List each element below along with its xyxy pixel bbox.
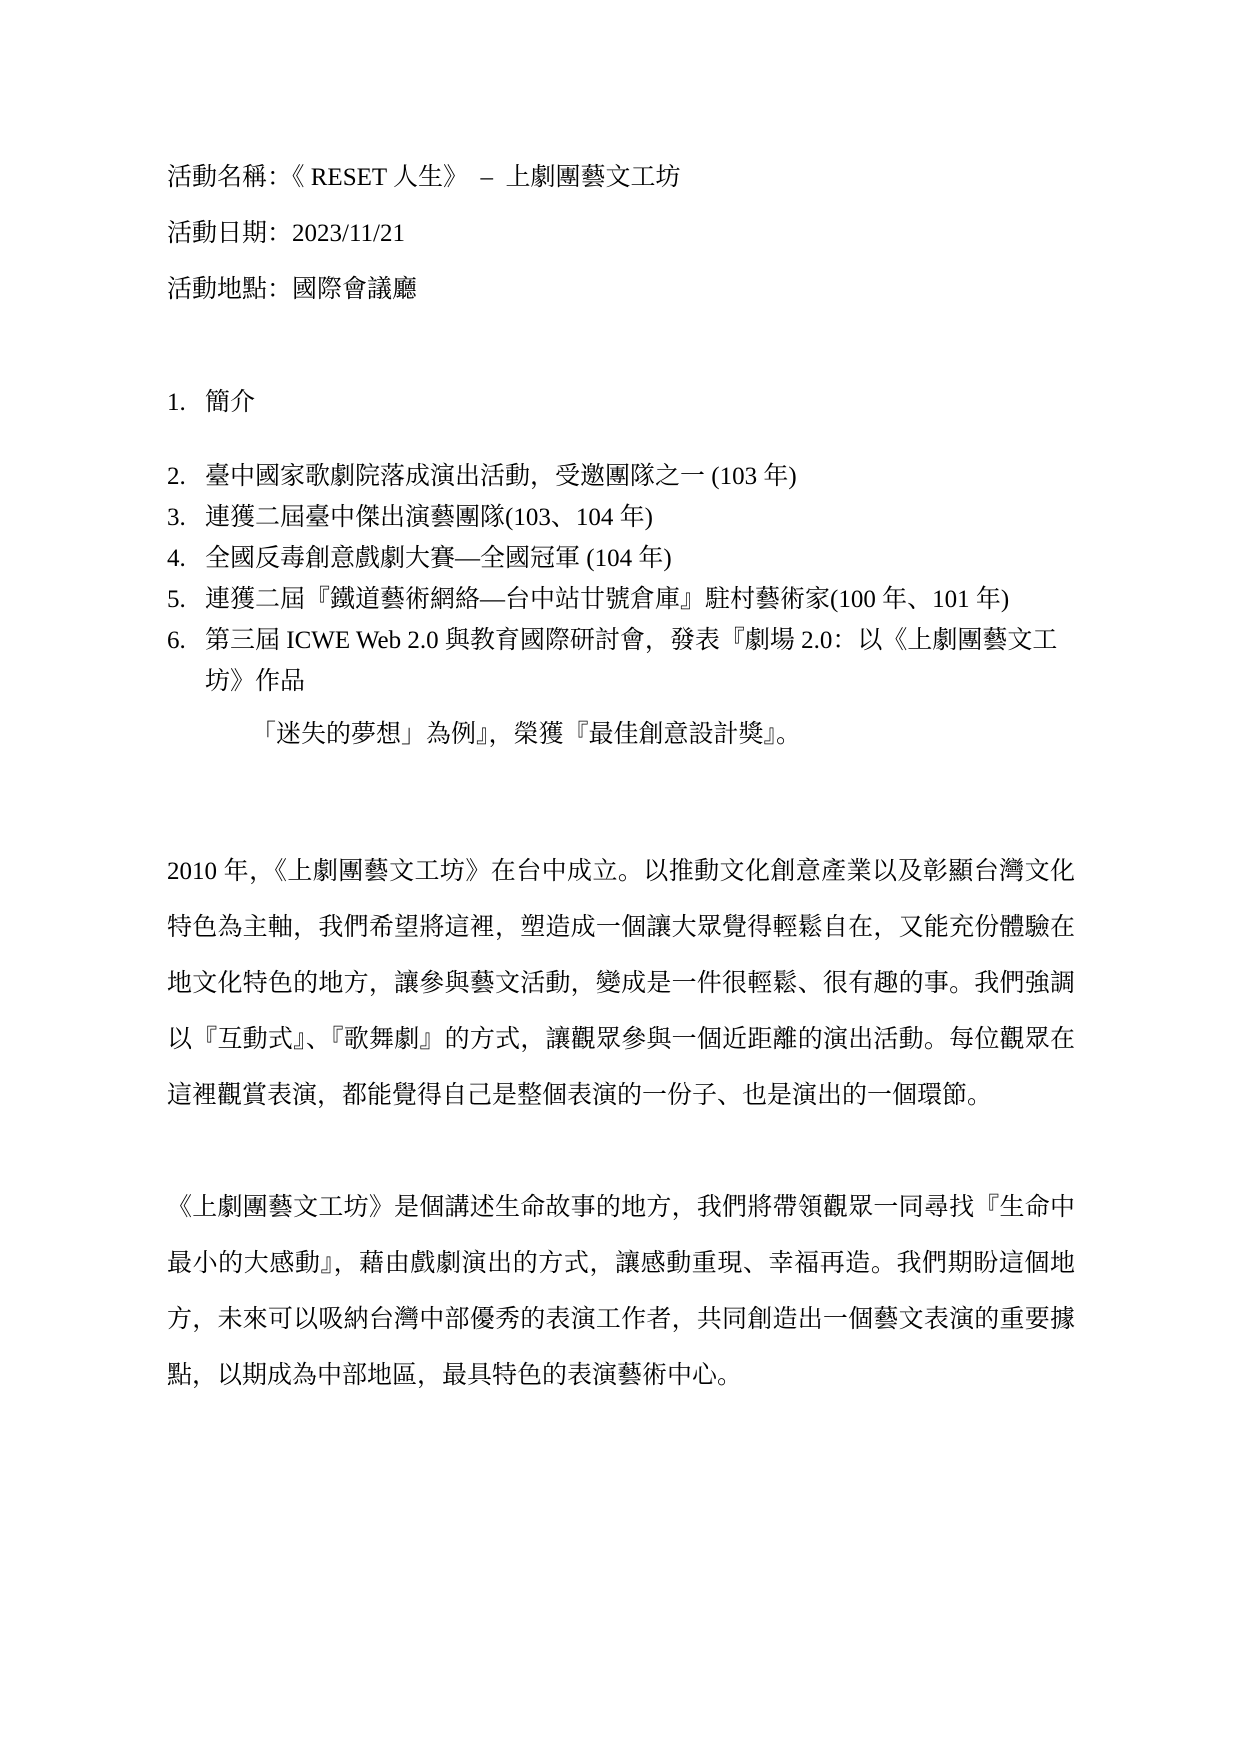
list-item	[167, 579, 1075, 620]
paragraph-founding: 2010 年，《上劇團藝文工坊》在台中成立。以推動文化創意產業以及彰顯台灣文化特色為主軸，我們希望將這裡，塑造成一個讓大眾覺得輕鬆自在，又能充份體驗在地文化特色的地方，讓參與藝文活動，變成是一件很輕鬆、很有趣的事。我們強調以『互動式』、『歌舞劇』的方式，讓觀眾參與一個近距離的演出活動。每位觀眾在這裡觀賞表演，都能覺得自己是整個表演的一份子、也是演出的一個環節。	[167, 858, 1075, 1109]
achievements-list	[167, 382, 1075, 702]
list-item-number: 6.	[167, 627, 186, 654]
event-location-line: 活動地點：國際會議廳	[167, 276, 418, 303]
list-item	[167, 497, 1075, 538]
list-item-text: 第三屆 ICWE Web 2.0 與教育國際研討會，發表『劇場 2.0：以《上劇團藝文工坊》作品	[205, 627, 1058, 695]
list-item	[167, 456, 1075, 497]
list-item	[167, 538, 1075, 579]
list-item-number: 5.	[167, 586, 186, 613]
list-item-text: 全國反毒創意戲劇大賽—全國冠軍 (104 年)	[205, 545, 672, 572]
list-item-text: 簡介	[205, 389, 256, 416]
event-name-line: 活動名稱：《 RESET 人生》 – 上劇團藝文工坊	[167, 164, 681, 191]
list-item-text: 臺中國家歌劇院落成演出活動，受邀團隊之一 (103 年)	[205, 463, 797, 490]
event-date-line: 活動日期：2023/11/21	[167, 220, 405, 247]
list-item-text: 連獲二屆臺中傑出演藝團隊(103、104 年)	[205, 504, 653, 531]
list-item-number: 2.	[167, 463, 186, 490]
list-item-intro	[167, 382, 1075, 423]
list-item-number: 3.	[167, 504, 186, 531]
list-item-number: 1.	[167, 389, 186, 416]
award-note-line: 「迷失的夢想」為例』，榮獲『最佳創意設計獎』。	[251, 721, 802, 748]
list-item-number: 4.	[167, 545, 186, 572]
list-item-text: 連獲二屆『鐵道藝術網絡—台中站廿號倉庫』駐村藝術家(100 年、101 年)	[205, 586, 1010, 613]
paragraph-vision: 《上劇團藝文工坊》是個講述生命故事的地方，我們將帶領觀眾一同尋找『生命中最小的大感動』，藉由戲劇演出的方式，讓感動重現、幸福再造。我們期盼這個地方，未來可以吸納台灣中部優秀的表演工作者，共同創造出一個藝文表演的重要據點，以期成為中部地區，最具特色的表演藝術中心。	[167, 1194, 1075, 1389]
list-item	[167, 620, 1075, 702]
